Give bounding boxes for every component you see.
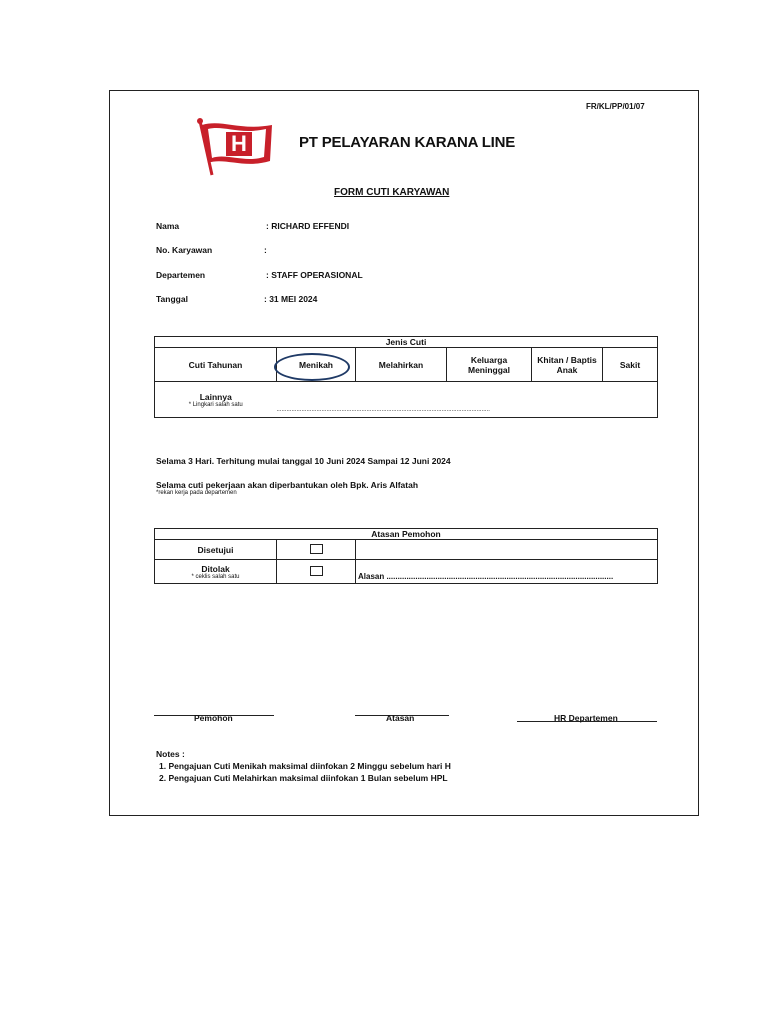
label-no-karyawan: No. Karyawan [156, 245, 213, 255]
circle-one-note: * Lingkari salah satu [188, 401, 243, 408]
leave-option-keluarga-meninggal[interactable]: Keluarga Meninggal [447, 348, 532, 382]
leave-type-table [154, 336, 658, 418]
company-name: PT PELAYARAN KARANA LINE [299, 134, 516, 151]
value-departemen: : STAFF OPERASIONAL [266, 270, 363, 280]
other-leave-cell [155, 382, 277, 418]
note-item-2: 2. Pengajuan Cuti Melahirkan maksimal diinfokan 1 Bulan sebelum HPL [159, 773, 448, 783]
approval-table [154, 528, 658, 584]
approve-checkbox[interactable] [310, 544, 323, 554]
value-tanggal: : 31 MEI 2024 [264, 294, 318, 304]
notes-title: Notes : [156, 749, 185, 759]
other-leave-blank[interactable]: ................................................................................................................................ [277, 382, 658, 418]
label-nama: Nama [156, 221, 180, 231]
form-code: FR/KL/PP/01/07 [586, 102, 645, 111]
leave-option-sakit[interactable]: Sakit [603, 348, 658, 382]
value-no-karyawan: : [264, 245, 267, 255]
approve-label: Disetujui [155, 540, 277, 560]
assistance-text: Selama cuti pekerjaan akan diperbantukan oleh Bpk. Aris Alfatah [156, 480, 419, 490]
reject-cell [155, 560, 277, 584]
reject-label: Ditolak [201, 563, 230, 574]
signature-label-pemohon: Pemohon [194, 713, 233, 723]
leave-type-header: Jenis Cuti [155, 337, 658, 348]
leave-option-melahirkan[interactable]: Melahirkan [356, 348, 447, 382]
duration-text: Selama 3 Hari. Terhitung mulai tanggal 10 Juni 2024 Sampai 12 Juni 2024 [156, 456, 451, 466]
leave-option-cuti-tahunan[interactable]: Cuti Tahunan [155, 348, 277, 382]
form-title: FORM CUTI KARYAWAN [334, 187, 450, 198]
check-one-note: * ceklis salah satu [191, 573, 240, 580]
selected-leave-circle [274, 353, 350, 381]
reason-field[interactable]: Alasan ...................................................................................................... [356, 560, 658, 584]
leave-option-khitan-baptis[interactable]: Khitan / Baptis Anak [532, 348, 603, 382]
reject-checkbox[interactable] [310, 566, 323, 576]
other-leave-label: Lainnya [199, 391, 232, 402]
company-flag-logo [194, 117, 274, 177]
signature-label-hr: HR Departemen [554, 713, 618, 723]
approve-empty-cell [356, 540, 658, 560]
approval-header: Atasan Pemohon [155, 529, 658, 540]
value-nama: : RICHARD EFFENDI [266, 221, 350, 231]
assistance-note: *rekan kerja pada departemen [156, 490, 237, 496]
note-item-1: 1. Pengajuan Cuti Menikah maksimal diinfokan 2 Minggu sebelum hari H [159, 761, 451, 771]
label-departemen: Departemen [156, 270, 206, 280]
svg-text:H: H [231, 131, 247, 156]
approve-checkbox-cell [277, 540, 356, 560]
signature-label-atasan: Atasan [386, 713, 415, 723]
leave-option-menikah[interactable]: Menikah [277, 348, 356, 382]
reject-checkbox-cell [277, 560, 356, 584]
leave-form-page [109, 90, 699, 816]
label-tanggal: Tanggal [156, 294, 188, 304]
